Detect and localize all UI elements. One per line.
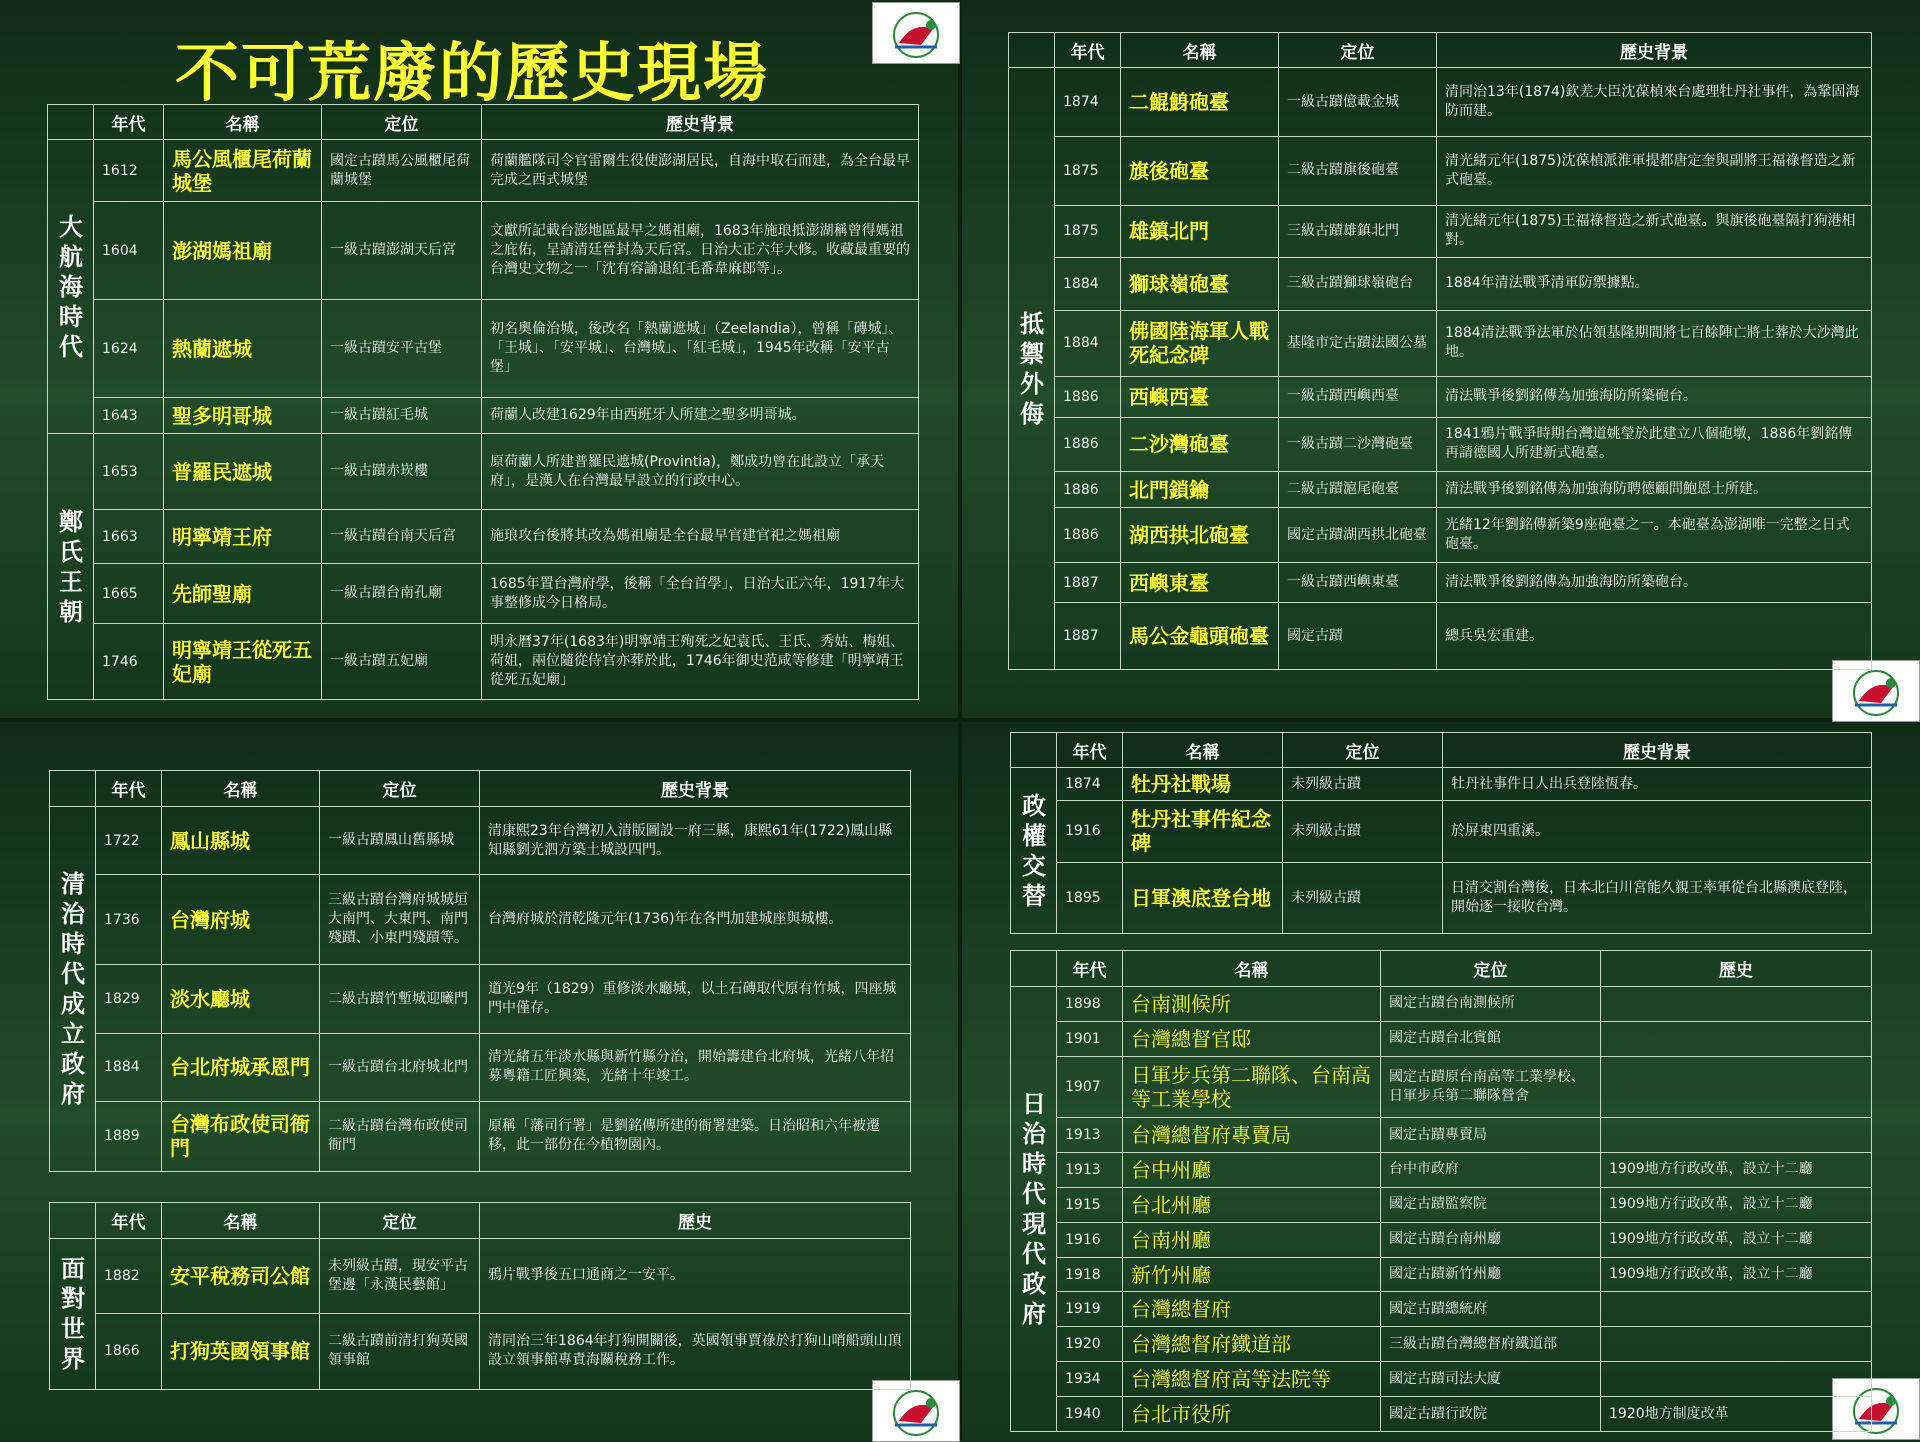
year-cell: 1875 [1055,136,1121,205]
table-bottom-right-1 [1010,732,1872,934]
year-cell: 1722 [96,807,162,875]
site-history [1601,986,1872,1021]
site-location: 一級古蹟西嶼西臺 [1279,377,1437,417]
site-location: 國定古蹟台北賓館 [1381,1021,1601,1056]
site-name: 日軍澳底登台地 [1123,863,1283,934]
site-location: 一級古蹟西嶼東臺 [1279,562,1437,602]
site-background: 清同治三年1864年打狗開關後，英國領事賈祿於打狗山哨船頭山頂設立領事館專責海關稅務工作。 [480,1313,911,1389]
site-name: 台灣總督府專賣局 [1123,1118,1381,1153]
table-bottom-left-1 [49,770,911,1172]
site-name: 台中州廳 [1123,1153,1381,1188]
header-location: 定位 [1381,951,1601,987]
site-location: 一級古蹟赤崁樓 [322,434,482,510]
site-background: 明永曆37年(1683年)明寧靖王殉死之妃袁氏、王氏、秀姑、梅姐、荷姐，兩位隨從侍官亦葬於此，1746年御史范咸等修建「明寧靖王從死五妃廟」 [482,624,919,700]
site-background: 初名奧倫治城，後改名「熱蘭遮城」（Zeelandia），曾稱「磚城」、「王城」、「安平城」、台灣城」、「紅毛城」，1945年改稱「安平古堡」 [482,300,919,398]
site-location: 國定古蹟總統府 [1381,1292,1601,1327]
year-cell: 1874 [1057,768,1123,800]
site-name: 台北市役所 [1123,1397,1381,1432]
site-name: 雄鎮北門 [1121,205,1279,257]
site-background: 清法戰爭後劉銘傳為加強海防所築砲台。 [1437,377,1872,417]
site-location: 國定古蹟新竹州廳 [1381,1257,1601,1292]
heritage-logo-icon [872,2,960,64]
year-cell: 1624 [94,300,164,398]
year-cell: 1882 [96,1239,162,1313]
site-name: 台灣總督府高等法院等 [1123,1362,1381,1397]
site-name: 牡丹社事件紀念碑 [1123,800,1283,863]
site-name: 打狗英國領事館 [162,1313,320,1389]
table-top-left [47,104,919,700]
header-location: 定位 [320,1203,480,1239]
year-cell: 1887 [1055,562,1121,602]
site-name: 淡水廳城 [162,965,320,1033]
header-era [1011,733,1057,768]
header-name: 名稱 [1123,951,1381,987]
header-background: 歷史背景 [480,771,911,807]
site-location: 國定古蹟湖西拱北砲臺 [1279,508,1437,563]
header-year: 年代 [96,771,162,807]
site-location: 未列級古蹟 [1283,800,1443,863]
year-cell: 1934 [1057,1362,1123,1397]
header-name: 名稱 [164,105,322,140]
site-location: 一級古蹟五妃廟 [322,624,482,700]
header-year: 年代 [96,1203,162,1239]
year-cell: 1907 [1057,1056,1123,1118]
site-location: 國定古蹟監察院 [1381,1187,1601,1222]
site-location: 三級古蹟台灣府城城垣大南門、大東門、南門殘蹟、小東門殘蹟等。 [320,875,480,965]
year-cell: 1895 [1057,863,1123,934]
site-name: 台北府城承恩門 [162,1033,320,1101]
site-name: 鳳山縣城 [162,807,320,875]
year-cell: 1829 [96,965,162,1033]
year-cell: 1915 [1057,1187,1123,1222]
site-name: 台南測候所 [1123,986,1381,1021]
year-cell: 1913 [1057,1118,1123,1153]
site-background: 清法戰爭後劉銘傳為加強海防聘德顧問鮑恩士所建。 [1437,472,1872,508]
site-background: 於屏東四重溪。 [1443,800,1872,863]
divider-horizontal [0,718,1920,722]
site-background: 施琅攻台後將其改為媽祖廟是全台最早官建官祀之媽祖廟 [482,510,919,564]
site-history [1601,1056,1872,1118]
site-history: 1909地方行政改革，設立十二廳 [1601,1187,1872,1222]
year-cell: 1918 [1057,1257,1123,1292]
header-background: 歷史背景 [1437,33,1872,68]
site-history [1601,1362,1872,1397]
era-label: 鄭氏王朝 [48,434,94,700]
site-background: 原稱「藩司行署」是劉銘傳所建的衙署建築。日治昭和六年被遷移，此一部份在今植物園內。 [480,1101,911,1171]
site-history [1601,1118,1872,1153]
site-name: 台灣總督府鐵道部 [1123,1327,1381,1362]
site-location: 國定古蹟司法大廈 [1381,1362,1601,1397]
year-cell: 1736 [96,875,162,965]
site-background: 清法戰爭後劉銘傳為加強海防所築砲台。 [1437,562,1872,602]
site-name: 台灣總督官邸 [1123,1021,1381,1056]
header-name: 名稱 [162,1203,320,1239]
site-name: 明寧靖王從死五妃廟 [164,624,322,700]
year-cell: 1746 [94,624,164,700]
site-name: 澎湖媽祖廟 [164,202,322,300]
site-background: 清光緒五年淡水縣與新竹縣分治，開始籌建台北府城，光緒八年招募粵籍工匠興築，光緒十年竣工。 [480,1033,911,1101]
year-cell: 1898 [1057,986,1123,1021]
header-name: 名稱 [1121,33,1279,68]
era-label: 清治時代 成立政府 [50,807,96,1172]
site-location: 未列級古蹟 [1283,768,1443,800]
header-era [50,1203,96,1239]
site-background: 1841鴉片戰爭時期台灣道姚瑩於此建立八個砲墩，1886年劉銘傳再請德國人所建新式砲臺。 [1437,417,1872,472]
site-name: 台北州廳 [1123,1187,1381,1222]
site-location: 二級古蹟滬尾砲臺 [1279,472,1437,508]
year-cell: 1919 [1057,1292,1123,1327]
site-location: 二級古蹟台灣布政使司衙門 [320,1101,480,1171]
year-cell: 1653 [94,434,164,510]
site-history [1601,1021,1872,1056]
table-bottom-right-2 [1010,950,1872,1432]
site-history [1601,1327,1872,1362]
site-location: 未列級古蹟，現安平古堡邊「永漢民藝館」 [320,1239,480,1313]
site-name: 旗後砲臺 [1121,136,1279,205]
site-background: 原荷蘭人所建普羅民遮城(Provintia)，鄭成功曾在此設立「承天府」，是漢人在台灣最早設立的行政中心。 [482,434,919,510]
era-label: 面對世界 [50,1239,96,1390]
era-label: 大航海時代 [48,140,94,434]
site-location: 未列級古蹟 [1283,863,1443,934]
header-name: 名稱 [1123,733,1283,768]
site-name: 二鯤鯓砲臺 [1121,68,1279,137]
site-background: 光緒12年劉銘傳新築9座砲臺之一。本砲臺為澎湖唯一完整之日式砲臺。 [1437,508,1872,563]
year-cell: 1886 [1055,508,1121,563]
site-background: 文獻所記載台澎地區最早之媽祖廟，1683年施琅抵澎湖稱曾得媽祖之庇佑，呈請清廷晉封為天后宮。日治大正六年大修。收藏最重要的台灣史文物之一「沈有容諭退紅毛番韋麻郎等」。 [482,202,919,300]
table-top-right [1008,32,1872,670]
year-cell: 1884 [1055,310,1121,377]
site-name: 馬公風櫃尾荷蘭城堡 [164,140,322,202]
year-cell: 1920 [1057,1327,1123,1362]
header-year: 年代 [1057,733,1123,768]
site-background: 日清交割台灣後，日本北白川宮能久親王率軍從台北縣澳底登陸，開始逐一接收台灣。 [1443,863,1872,934]
site-background: 1685年置台灣府學，後稱「全台首學」，日治大正六年，1917年大事整修成今日格局。 [482,564,919,624]
site-location: 國定古蹟行政院 [1381,1397,1601,1432]
header-location: 定位 [1283,733,1443,768]
site-background: 1884清法戰爭法軍於佔領基隆期間將七百餘陣亡將士葬於大沙灣此地。 [1437,310,1872,377]
site-name: 台灣布政使司衙門 [162,1101,320,1171]
site-name: 熱蘭遮城 [164,300,322,398]
year-cell: 1913 [1057,1153,1123,1188]
site-background: 牡丹社事件日人出兵登陸恆春。 [1443,768,1872,800]
site-location: 國定古蹟專賣局 [1381,1118,1601,1153]
year-cell: 1874 [1055,68,1121,137]
site-location: 二級古蹟前清打狗英國領事館 [320,1313,480,1389]
site-location: 三級古蹟獅球嶺砲台 [1279,258,1437,310]
year-cell: 1916 [1057,1222,1123,1257]
year-cell: 1886 [1055,472,1121,508]
year-cell: 1901 [1057,1021,1123,1056]
site-name: 台南州廳 [1123,1222,1381,1257]
site-location: 三級古蹟台灣總督府鐵道部 [1381,1327,1601,1362]
site-location: 國定古蹟台南測候所 [1381,986,1601,1021]
site-background: 清光緒元年(1875)王福祿督造之新式砲臺。與旗後砲臺隔打狗港相對。 [1437,205,1872,257]
header-location: 定位 [1279,33,1437,68]
site-name: 普羅民遮城 [164,434,322,510]
header-background: 歷史背景 [482,105,919,140]
site-name: 台灣總督府 [1123,1292,1381,1327]
year-cell: 1889 [96,1101,162,1171]
header-history: 歷史 [1601,951,1872,987]
site-background: 台灣府城於清乾隆元年(1736)年在各門加建城座與城樓。 [480,875,911,965]
site-location: 一級古蹟億載金城 [1279,68,1437,137]
site-location: 一級古蹟安平古堡 [322,300,482,398]
site-name: 明寧靖王府 [164,510,322,564]
era-label: 日治時代 現代政府 [1011,986,1057,1431]
year-cell: 1663 [94,510,164,564]
header-year: 年代 [94,105,164,140]
header-name: 名稱 [162,771,320,807]
site-location: 一級古蹟鳳山舊縣城 [320,807,480,875]
site-background: 道光9年（1829）重修淡水廳城，以土石磚取代原有竹城，四座城門中僅存。 [480,965,911,1033]
site-background: 清同治13年(1874)欽差大臣沈葆楨來台處理牡丹社事件，為鞏固海防而建。 [1437,68,1872,137]
site-name: 聖多明哥城 [164,398,322,434]
site-location: 國定古蹟台南州廳 [1381,1222,1601,1257]
page-title: 不可荒廢的歷史現場 [175,37,769,111]
site-history: 1909地方行政改革，設立十二廳 [1601,1153,1872,1188]
site-name: 北門鎖鑰 [1121,472,1279,508]
site-location: 基隆市定古蹟法國公墓 [1279,310,1437,377]
era-label: 抵禦外侮 [1009,68,1055,670]
year-cell: 1940 [1057,1397,1123,1432]
site-background: 總兵吳宏重建。 [1437,603,1872,670]
site-location: 一級古蹟台北府城北門 [320,1033,480,1101]
year-cell: 1643 [94,398,164,434]
site-location: 二級古蹟竹塹城迎曦門 [320,965,480,1033]
site-name: 獅球嶺砲臺 [1121,258,1279,310]
header-era [1011,951,1057,987]
site-name: 佛國陸海軍人戰死紀念碑 [1121,310,1279,377]
year-cell: 1916 [1057,800,1123,863]
site-background: 清康熙23年台灣初入清版圖設一府三縣，康熙61年(1722)鳳山縣知縣劉光泗方築土城設四門。 [480,807,911,875]
site-name: 二沙灣砲臺 [1121,417,1279,472]
site-history: 1909地方行政改革，設立十二廳 [1601,1222,1872,1257]
site-location: 三級古蹟雄鎮北門 [1279,205,1437,257]
site-name: 西嶼東臺 [1121,562,1279,602]
site-location: 一級古蹟紅毛城 [322,398,482,434]
year-cell: 1665 [94,564,164,624]
era-label: 政權交替 [1011,768,1057,934]
header-year: 年代 [1055,33,1121,68]
year-cell: 1886 [1055,377,1121,417]
site-background: 1884年清法戰爭清軍防禦據點。 [1437,258,1872,310]
header-location: 定位 [320,771,480,807]
site-background: 荷蘭艦隊司令官雷爾生役使澎湖居民，自海中取石而建，為全台最早完成之西式城堡 [482,140,919,202]
site-location: 一級古蹟台南孔廟 [322,564,482,624]
site-location: 二級古蹟旗後砲臺 [1279,136,1437,205]
site-history [1601,1292,1872,1327]
site-background: 鴉片戰爭後五口通商之一安平。 [480,1239,911,1313]
site-location: 一級古蹟台南天后宮 [322,510,482,564]
site-background: 清光緒元年(1875)沈葆楨派淮軍提都唐定奎與副將王福祿督造之新式砲臺。 [1437,136,1872,205]
site-name: 西嶼西臺 [1121,377,1279,417]
site-history: 1920地方制度改革 [1601,1397,1872,1432]
site-location: 一級古蹟澎湖天后宮 [322,202,482,300]
site-location: 國定古蹟 [1279,603,1437,670]
year-cell: 1884 [96,1033,162,1101]
site-background: 荷蘭人改建1629年由西班牙人所建之聖多明哥城。 [482,398,919,434]
site-name: 馬公金龜頭砲臺 [1121,603,1279,670]
header-year: 年代 [1057,951,1123,987]
site-location: 國定古蹟原台南高等工業學校、日軍步兵第二聯隊營舍 [1381,1056,1601,1118]
site-name: 台灣府城 [162,875,320,965]
site-history: 1909地方行政改革，設立十二廳 [1601,1257,1872,1292]
site-location: 一級古蹟二沙灣砲臺 [1279,417,1437,472]
site-name: 新竹州廳 [1123,1257,1381,1292]
year-cell: 1887 [1055,603,1121,670]
year-cell: 1884 [1055,258,1121,310]
table-bottom-left-2 [49,1202,911,1390]
year-cell: 1866 [96,1313,162,1389]
header-history: 歷史 [480,1203,911,1239]
site-name: 湖西拱北砲臺 [1121,508,1279,563]
site-name: 牡丹社戰場 [1123,768,1283,800]
year-cell: 1604 [94,202,164,300]
site-name: 先師聖廟 [164,564,322,624]
header-era [48,105,94,140]
site-name: 安平稅務司公館 [162,1239,320,1313]
site-location: 台中市政府 [1381,1153,1601,1188]
header-location: 定位 [322,105,482,140]
site-name: 日軍步兵第二聯隊、台南高等工業學校 [1123,1056,1381,1118]
year-cell: 1886 [1055,417,1121,472]
header-era [1009,33,1055,68]
header-era [50,771,96,807]
year-cell: 1875 [1055,205,1121,257]
year-cell: 1612 [94,140,164,202]
site-location: 國定古蹟馬公風櫃尾荷蘭城堡 [322,140,482,202]
header-background: 歷史背景 [1443,733,1872,768]
